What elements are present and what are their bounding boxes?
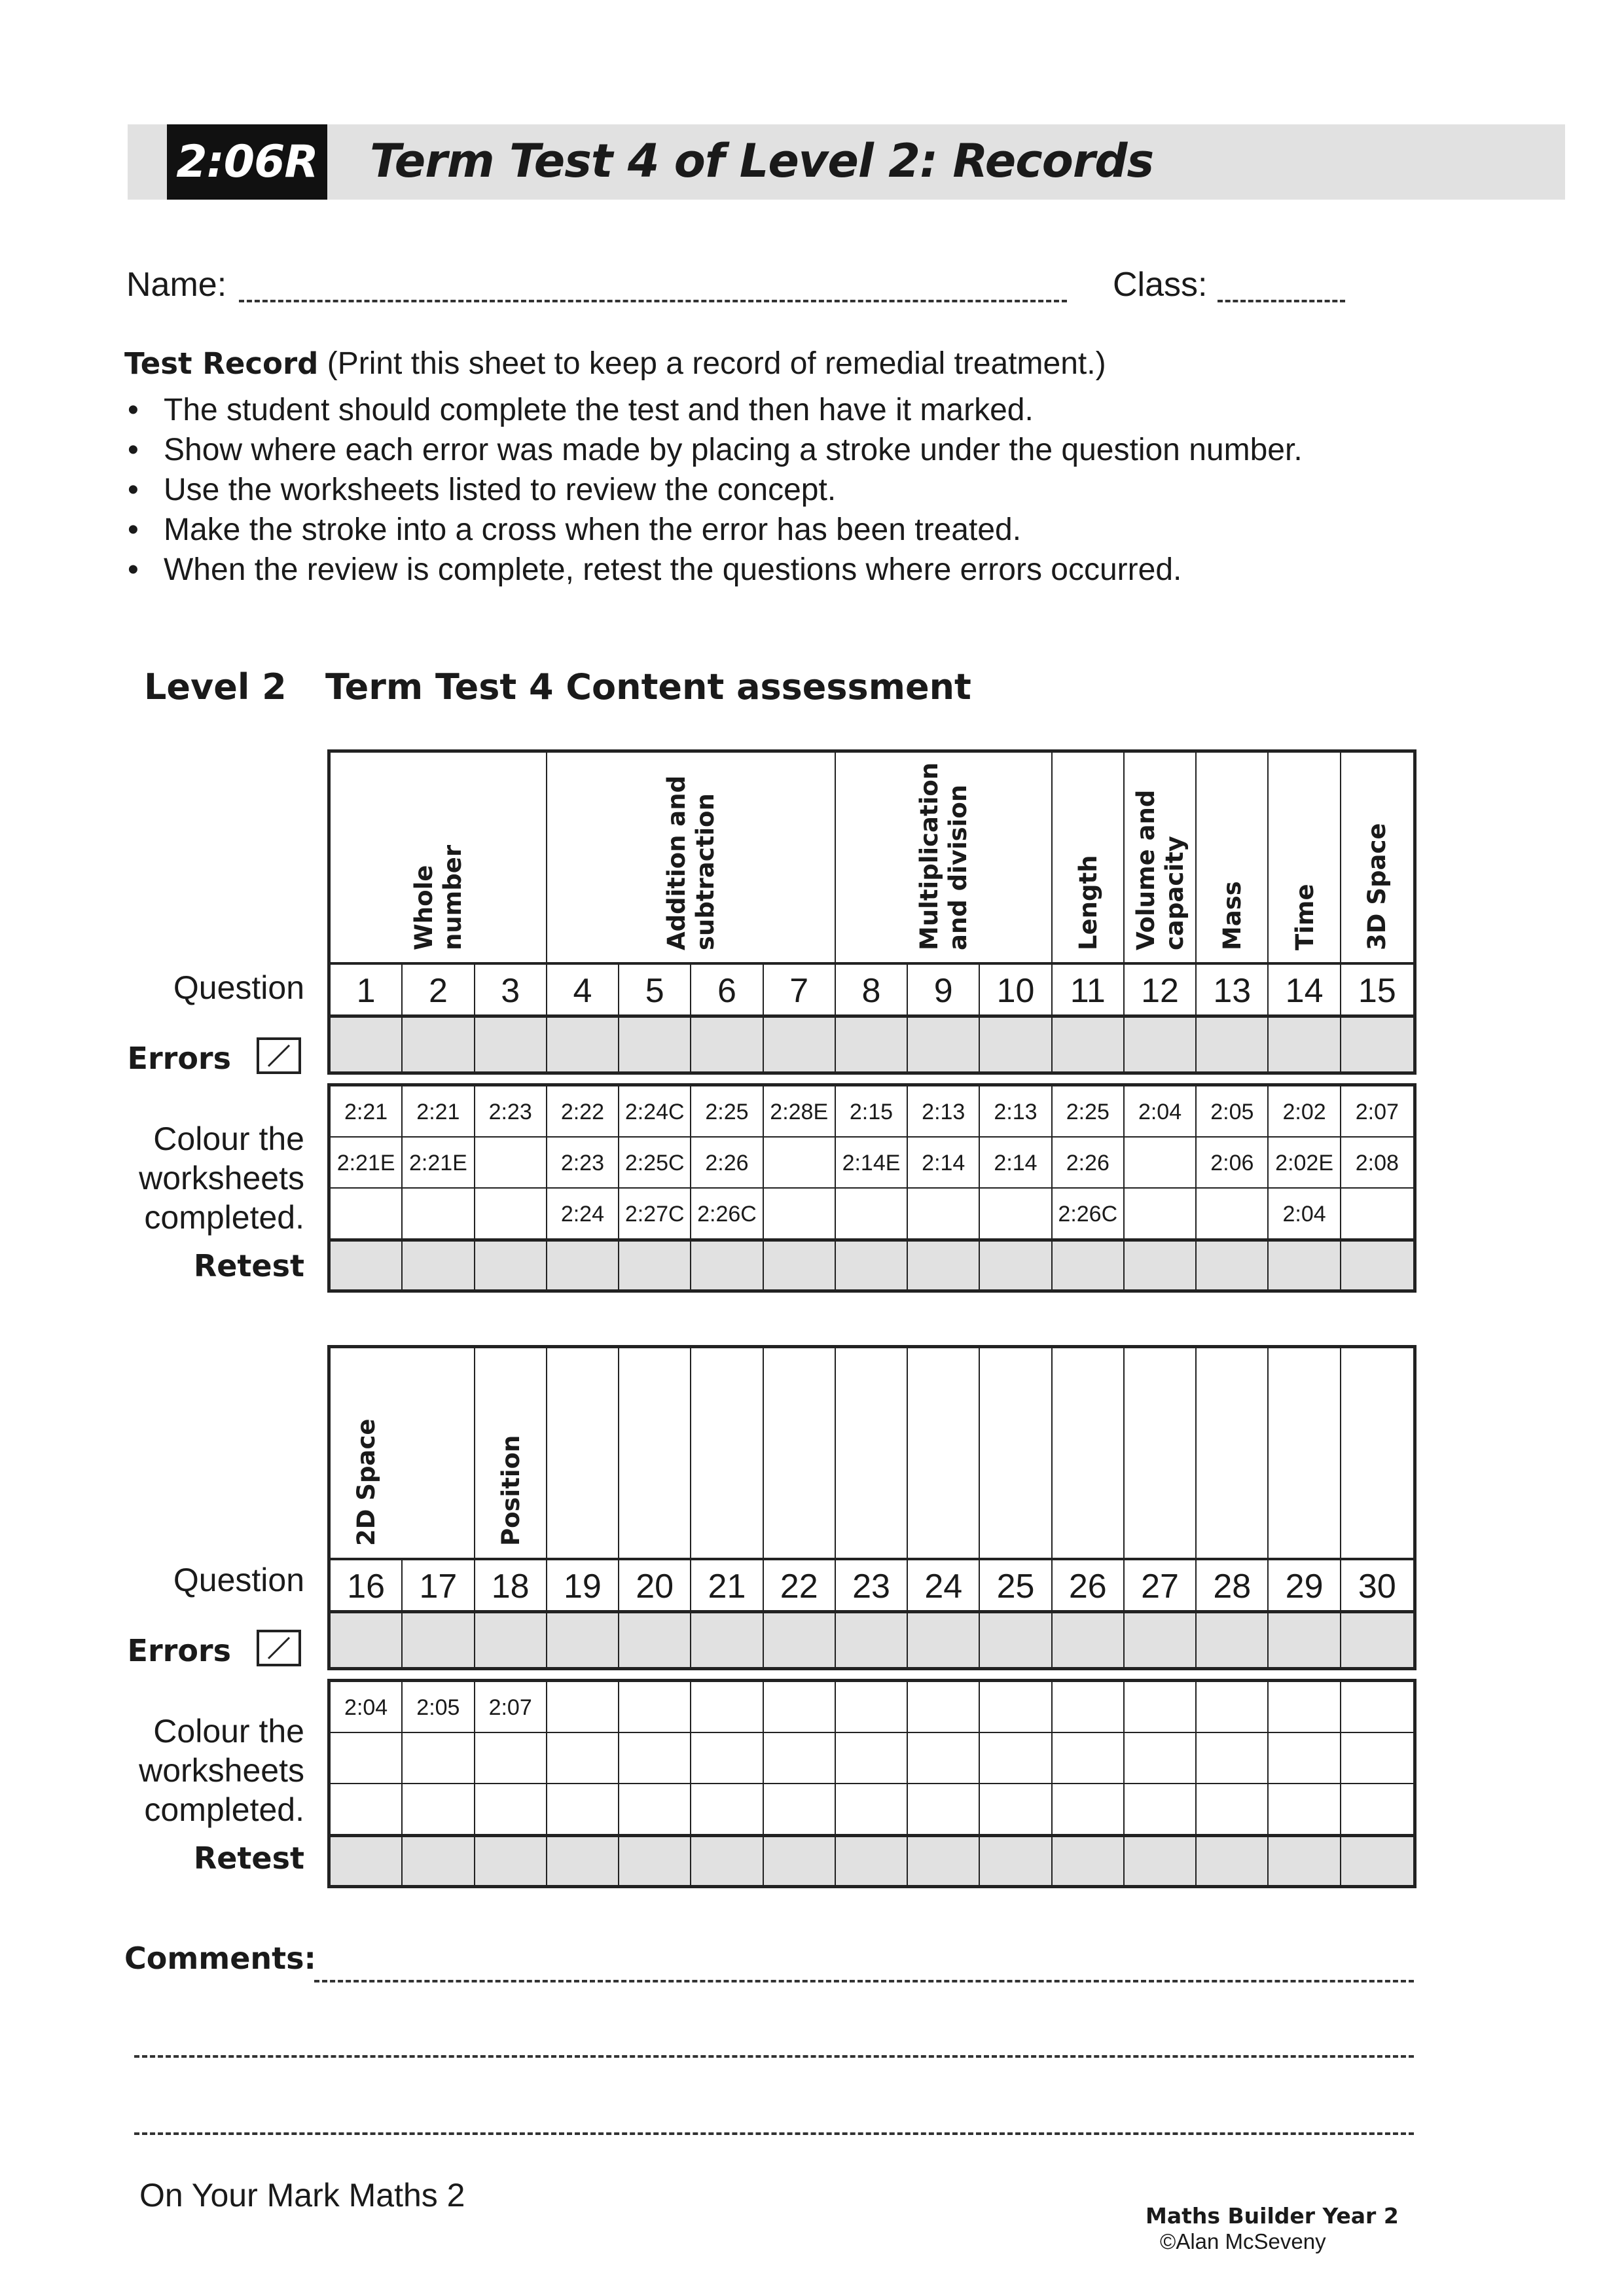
page-title: Term Test 4 of Level 2: Records [370, 134, 1154, 188]
retest-cell[interactable] [547, 1837, 619, 1885]
topic-header [1125, 1348, 1197, 1558]
worksheet-cell[interactable] [1197, 1733, 1269, 1784]
topic-header [1053, 1348, 1125, 1558]
topic-header [1341, 753, 1413, 962]
worksheet-cell[interactable] [619, 1733, 691, 1784]
errors-row [331, 1613, 1413, 1667]
topic-header [1053, 753, 1125, 962]
retest-label: Retest [193, 1840, 304, 1876]
worksheet-cell[interactable] [331, 1784, 403, 1835]
worksheet-cell[interactable]: 2:28E [764, 1086, 836, 1138]
error-cell[interactable] [1269, 1018, 1341, 1071]
errors-block [327, 1014, 1416, 1075]
worksheet-cell[interactable]: 2:02E [1269, 1138, 1341, 1189]
test-record-intro [124, 346, 1106, 382]
topic-header [619, 1348, 691, 1558]
retest-label: Retest [193, 1248, 304, 1283]
worksheets-block [327, 1679, 1416, 1888]
worksheet-cell[interactable]: 2:24 [547, 1189, 619, 1240]
worksheet-cell[interactable] [1053, 1784, 1125, 1835]
worksheet-cell[interactable]: 2:26 [691, 1138, 763, 1189]
question-row [331, 965, 1413, 1017]
worksheet-cell[interactable] [1125, 1784, 1197, 1835]
topic-header [764, 1348, 836, 1558]
retest-cell[interactable] [619, 1837, 691, 1885]
stroke-icon [257, 1630, 301, 1666]
worksheet-cell[interactable]: 2:25C [619, 1138, 691, 1189]
topic-header [547, 753, 836, 962]
question-number: 21 [691, 1560, 763, 1613]
worksheet-cell[interactable]: 2:21 [331, 1086, 403, 1138]
worksheet-cell[interactable] [836, 1733, 908, 1784]
worksheet-cell[interactable] [331, 1733, 403, 1784]
retest-cell[interactable] [691, 1242, 763, 1289]
question-number: 9 [908, 965, 980, 1017]
error-cell[interactable] [331, 1613, 403, 1667]
worksheet-cell[interactable] [1341, 1784, 1413, 1835]
error-cell[interactable] [691, 1613, 763, 1667]
instruction-item: • Use the worksheets listed to review the concept. [128, 470, 1303, 510]
colour-line: worksheets [139, 1160, 304, 1196]
worksheet-row [331, 1784, 1413, 1835]
topic-header [1125, 753, 1197, 962]
retest-cell[interactable] [1341, 1242, 1413, 1289]
question-number: 30 [1358, 1568, 1396, 1605]
retest-cell[interactable] [908, 1837, 980, 1885]
worksheet-cell[interactable] [1269, 1733, 1341, 1784]
topic-header [1269, 753, 1341, 962]
comments-label: Comments: [124, 1941, 316, 1976]
comment-line[interactable] [134, 2132, 1414, 2135]
retest-cell[interactable] [980, 1242, 1052, 1289]
error-cell[interactable] [1125, 1018, 1197, 1071]
worksheet-cell[interactable]: 2:21E [331, 1138, 403, 1189]
question-number: 24 [908, 1560, 980, 1613]
topic-label: Time [1290, 884, 1319, 950]
worksheet-cell[interactable] [908, 1784, 980, 1835]
colour-line: worksheets [139, 1752, 304, 1789]
retest-cell[interactable] [619, 1242, 691, 1289]
worksheet-cell[interactable] [980, 1682, 1052, 1733]
worksheet-cell[interactable] [908, 1189, 980, 1240]
retest-cell[interactable] [475, 1837, 547, 1885]
worksheet-cell[interactable] [908, 1682, 980, 1733]
question-number: 20 [619, 1560, 691, 1613]
retest-cell[interactable] [764, 1242, 836, 1289]
retest-cell[interactable] [331, 1242, 403, 1289]
topic-row [331, 1348, 1413, 1558]
worksheet-cell[interactable]: 2:14 [908, 1138, 980, 1189]
question-number: 10 [980, 965, 1052, 1017]
errors-row [331, 1018, 1413, 1071]
copyright: ©Alan McSeveny [1160, 2229, 1326, 2253]
worksheet-cell[interactable] [403, 1784, 475, 1835]
instruction-item: • When the review is complete, retest the questions where errors occurred. [128, 550, 1303, 590]
retest-cell[interactable] [403, 1242, 475, 1289]
topic-label: Length [1074, 855, 1102, 950]
book-title: Maths Builder Year 2 [1146, 2203, 1399, 2229]
question-number: 1 [331, 965, 403, 1017]
series-name: On Your Mark Maths 2 [139, 2177, 465, 2214]
topic-row [331, 753, 1413, 962]
question-number: 22 [764, 1560, 836, 1613]
worksheet-cell[interactable] [619, 1682, 691, 1733]
topic-header [691, 1348, 763, 1558]
topic-label: Position [496, 1435, 525, 1546]
error-cell[interactable] [836, 1018, 908, 1071]
colour-line: completed. [144, 1199, 304, 1236]
retest-cell[interactable] [1197, 1242, 1269, 1289]
question-number: 3 [475, 965, 547, 1017]
retest-cell[interactable] [908, 1242, 980, 1289]
worksheet-cell[interactable]: 2:07 [1355, 1099, 1399, 1124]
errors-label: Errors [127, 1633, 231, 1668]
instruction-item: • The student should complete the test and then have it marked. [128, 390, 1303, 430]
worksheet-cell[interactable] [980, 1733, 1052, 1784]
worksheet-cell[interactable] [764, 1138, 836, 1189]
colour-worksheets-label [139, 1119, 304, 1237]
worksheet-cell[interactable] [836, 1189, 908, 1240]
name-field[interactable] [239, 300, 1067, 302]
errors-label: Errors [127, 1041, 231, 1076]
error-cell[interactable] [403, 1613, 475, 1667]
retest-cell[interactable] [764, 1837, 836, 1885]
worksheet-cell[interactable] [691, 1682, 763, 1733]
error-cell[interactable] [475, 1018, 547, 1071]
error-cell[interactable] [691, 1018, 763, 1071]
worksheet-code: 2:06R [167, 124, 327, 200]
topic-label: Addition and subtraction [662, 775, 720, 950]
worksheet-cell[interactable]: 2:04 [1125, 1086, 1197, 1138]
worksheets-block [327, 1083, 1416, 1293]
worksheet-cell[interactable]: 2:04 [1269, 1189, 1341, 1240]
topic-label: Mass [1218, 881, 1247, 950]
error-cell[interactable] [1053, 1613, 1125, 1667]
error-cell[interactable] [836, 1613, 908, 1667]
retest-cell[interactable] [1125, 1837, 1197, 1885]
topic-header [1269, 1348, 1341, 1558]
worksheet-cell[interactable]: 2:21 [403, 1086, 475, 1138]
assessment-table-1 [327, 749, 1416, 1299]
worksheet-cell[interactable] [547, 1784, 619, 1835]
instruction-item: • Make the stroke into a cross when the error has been treated. [128, 510, 1303, 550]
topic-label: 3D Space [1362, 823, 1391, 950]
worksheet-cell[interactable]: 2:23 [475, 1086, 547, 1138]
error-cell[interactable] [764, 1613, 836, 1667]
worksheet-cell[interactable] [1341, 1682, 1413, 1733]
error-cell[interactable] [475, 1613, 547, 1667]
topic-label: Whole number [410, 844, 467, 950]
question-number: 29 [1269, 1560, 1341, 1613]
worksheet-cell[interactable] [475, 1733, 547, 1784]
error-cell[interactable] [1197, 1018, 1269, 1071]
question-number: 7 [764, 965, 836, 1017]
name-label: Name: [126, 266, 227, 304]
error-cell[interactable] [1125, 1613, 1197, 1667]
retest-cell[interactable] [475, 1242, 547, 1289]
retest-cell[interactable] [836, 1837, 908, 1885]
worksheet-cell[interactable] [1125, 1682, 1197, 1733]
question-number: 8 [836, 965, 908, 1017]
worksheet-row [331, 1733, 1413, 1784]
worksheet-row [331, 1086, 1413, 1138]
worksheet-cell[interactable]: 2:21E [403, 1138, 475, 1189]
question-number: 13 [1197, 965, 1269, 1017]
error-cell[interactable] [1053, 1018, 1125, 1071]
error-cell[interactable] [331, 1018, 403, 1071]
topic-header [836, 1348, 908, 1558]
retest-cell[interactable] [1269, 1242, 1341, 1289]
error-cell[interactable] [619, 1018, 691, 1071]
worksheet-cell[interactable]: 2:05 [1197, 1086, 1269, 1138]
worksheet-cell[interactable] [836, 1682, 908, 1733]
worksheet-cell[interactable]: 2:05 [403, 1682, 475, 1733]
worksheet-cell[interactable]: 2:14 [980, 1138, 1052, 1189]
error-cell[interactable] [980, 1613, 1052, 1667]
question-number: 14 [1269, 965, 1341, 1017]
class-label: Class: [1113, 266, 1208, 304]
retest-cell[interactable] [1341, 1837, 1413, 1885]
question-number: 11 [1053, 965, 1125, 1017]
topic-label: Volume and capacity [1132, 789, 1189, 950]
worksheet-cell[interactable] [764, 1682, 836, 1733]
assessment-table-2 [327, 1345, 1416, 1895]
worksheet-cell[interactable]: 2:06 [1197, 1138, 1269, 1189]
question-number: 18 [475, 1560, 547, 1613]
worksheet-cell[interactable]: 2:23 [547, 1138, 619, 1189]
retest-cell[interactable] [836, 1242, 908, 1289]
worksheet-cell[interactable] [403, 1189, 475, 1240]
error-cell[interactable] [1341, 1018, 1413, 1071]
retest-cell[interactable] [1197, 1837, 1269, 1885]
test-record-note: (Print this sheet to keep a record of remedial treatment.) [318, 346, 1106, 381]
retest-cell[interactable] [1125, 1242, 1197, 1289]
topic-header [908, 1348, 980, 1558]
colour-line: Colour the [153, 1121, 304, 1157]
retest-cell[interactable] [547, 1242, 619, 1289]
retest-cell[interactable] [1269, 1837, 1341, 1885]
question-number: 17 [403, 1560, 475, 1613]
colour-worksheets-label [139, 1712, 304, 1829]
worksheet-cell[interactable] [1341, 1189, 1413, 1240]
retest-cell[interactable] [980, 1837, 1052, 1885]
question-header-block [327, 1345, 1416, 1613]
colour-line: Colour the [153, 1713, 304, 1749]
retest-cell[interactable] [1053, 1837, 1125, 1885]
retest-cell[interactable] [1053, 1242, 1125, 1289]
error-cell[interactable] [908, 1613, 980, 1667]
retest-cell[interactable] [403, 1837, 475, 1885]
topic-header [1197, 1348, 1269, 1558]
worksheet-cell[interactable] [1053, 1682, 1125, 1733]
test-record-heading: Test Record [124, 346, 319, 381]
retest-cell[interactable] [691, 1837, 763, 1885]
worksheet-cell[interactable]: 2:04 [331, 1682, 403, 1733]
worksheet-cell[interactable]: 2:26C [691, 1189, 763, 1240]
worksheet-cell[interactable] [475, 1138, 547, 1189]
question-header-block [327, 749, 1416, 1018]
worksheet-cell[interactable] [1125, 1138, 1197, 1189]
worksheet-cell[interactable] [1197, 1784, 1269, 1835]
worksheet-cell[interactable] [764, 1784, 836, 1835]
worksheet-cell[interactable] [547, 1682, 619, 1733]
worksheet-cell[interactable] [1341, 1733, 1413, 1784]
worksheet-cell[interactable]: 2:07 [475, 1682, 547, 1733]
worksheet-cell[interactable] [764, 1733, 836, 1784]
question-number: 6 [691, 965, 763, 1017]
worksheet-cell[interactable]: 2:26 [1053, 1138, 1125, 1189]
worksheet-cell[interactable] [403, 1733, 475, 1784]
error-cell[interactable] [1269, 1613, 1341, 1667]
question-number: 5 [619, 965, 691, 1017]
error-cell[interactable] [1341, 1613, 1413, 1667]
topic-header [836, 753, 1053, 962]
worksheet-cell[interactable] [547, 1733, 619, 1784]
worksheet-cell[interactable]: 2:27C [619, 1189, 691, 1240]
section-title: Term Test 4 Content assessment [325, 666, 971, 708]
worksheet-cell[interactable] [1053, 1733, 1125, 1784]
worksheet-cell[interactable] [908, 1733, 980, 1784]
worksheet-cell[interactable] [691, 1784, 763, 1835]
topic-header [475, 1348, 547, 1558]
error-cell[interactable] [403, 1018, 475, 1071]
topic-label: 2D Space [352, 1418, 381, 1546]
error-cell[interactable] [619, 1613, 691, 1667]
retest-cell[interactable] [331, 1837, 403, 1885]
worksheet-row [331, 1189, 1413, 1240]
error-cell[interactable] [1197, 1613, 1269, 1667]
stroke-icon [257, 1037, 301, 1074]
worksheet-cell[interactable] [475, 1189, 547, 1240]
topic-header [980, 1348, 1052, 1558]
worksheet-cell[interactable]: 2:13 [908, 1086, 980, 1138]
worksheet-cell[interactable] [1269, 1682, 1341, 1733]
section-level: Level 2 [144, 666, 287, 708]
worksheet-cell[interactable]: 2:13 [980, 1086, 1052, 1138]
comment-line[interactable] [314, 1980, 1414, 1982]
question-label: Question [173, 1562, 304, 1598]
question-number: 26 [1053, 1560, 1125, 1613]
error-cell[interactable] [980, 1018, 1052, 1071]
worksheet-cell[interactable] [1197, 1189, 1269, 1240]
question-number: 4 [547, 965, 619, 1017]
topic-header [331, 753, 547, 962]
question-label: Question [173, 969, 304, 1006]
question-number: 23 [836, 1560, 908, 1613]
worksheet-cell[interactable]: 2:14E [836, 1138, 908, 1189]
error-cell[interactable] [547, 1613, 619, 1667]
error-cell[interactable] [908, 1018, 980, 1071]
worksheet-row [331, 1682, 1413, 1733]
worksheet-cell[interactable] [475, 1784, 547, 1835]
instruction-list [128, 390, 1303, 590]
question-row [331, 1560, 1413, 1613]
worksheet-cell[interactable] [1197, 1682, 1269, 1733]
question-number: 27 [1125, 1560, 1197, 1613]
question-number: 19 [547, 1560, 619, 1613]
worksheet-cell[interactable] [1125, 1733, 1197, 1784]
worksheet-cell[interactable]: 2:22 [547, 1086, 619, 1138]
retest-row [331, 1240, 1413, 1289]
worksheet-cell[interactable] [619, 1784, 691, 1835]
topic-header [1341, 1348, 1413, 1558]
question-number: 25 [980, 1560, 1052, 1613]
topic-label: Multiplication and division [915, 762, 973, 950]
retest-row [331, 1835, 1413, 1885]
worksheet-cell[interactable]: 2:26C [1053, 1189, 1125, 1240]
worksheet-cell[interactable]: 2:25 [1053, 1086, 1125, 1138]
error-cell[interactable] [547, 1018, 619, 1071]
worksheet-cell[interactable] [331, 1189, 403, 1240]
worksheet-cell[interactable] [980, 1189, 1052, 1240]
class-field[interactable] [1218, 300, 1345, 302]
worksheet-cell[interactable]: 2:24C [619, 1086, 691, 1138]
worksheet-row [331, 1138, 1413, 1189]
topic-header [1197, 753, 1269, 962]
topic-header [331, 1348, 475, 1558]
instruction-item: • Show where each error was made by placing a stroke under the question number. [128, 430, 1303, 470]
comment-line[interactable] [134, 2055, 1414, 2058]
worksheet-cell[interactable] [980, 1784, 1052, 1835]
errors-block [327, 1610, 1416, 1670]
question-number: 28 [1197, 1560, 1269, 1613]
worksheet-cell[interactable]: 2:02 [1269, 1086, 1341, 1138]
worksheet-cell[interactable]: 2:15 [836, 1086, 908, 1138]
question-number: 12 [1125, 965, 1197, 1017]
worksheet-cell[interactable] [1125, 1189, 1197, 1240]
worksheet-cell[interactable] [1269, 1784, 1341, 1835]
question-number: 16 [331, 1560, 403, 1613]
worksheet-cell[interactable]: 2:25 [691, 1086, 763, 1138]
question-number: 2 [403, 965, 475, 1017]
worksheet-cell[interactable] [764, 1189, 836, 1240]
question-number: 15 [1358, 972, 1396, 1010]
error-cell[interactable] [764, 1018, 836, 1071]
worksheet-cell[interactable] [836, 1784, 908, 1835]
worksheet-cell[interactable] [691, 1733, 763, 1784]
worksheet-cell[interactable]: 2:08 [1355, 1150, 1399, 1175]
topic-header [547, 1348, 619, 1558]
colour-line: completed. [144, 1791, 304, 1828]
